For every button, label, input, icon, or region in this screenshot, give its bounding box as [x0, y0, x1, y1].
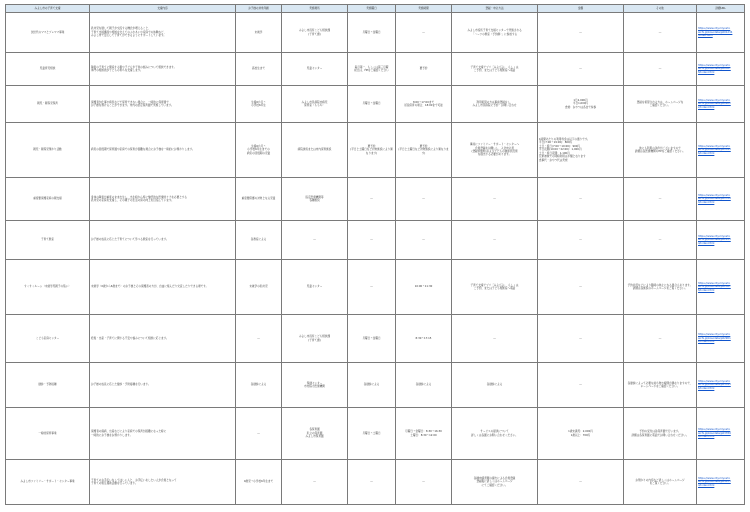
- time-cell: 10:00～11:30: [396, 260, 452, 315]
- fee-cell: ―: [538, 178, 624, 221]
- day-cell: 各健診による: [348, 363, 396, 408]
- cell-line: 身体の障害が重度のまま出生し、出生時から特に継続的な医療的ケアを必要とする: [91, 195, 187, 199]
- content-cell: [90, 53, 236, 86]
- header-content: 支援内容: [90, 5, 236, 13]
- cell-line: 1日2,000円: [573, 98, 588, 102]
- day-cell: [348, 123, 396, 178]
- cell-line: 8:00～17:00まで: [412, 100, 435, 104]
- fee-cell: ―: [538, 13, 624, 53]
- content-cell: [90, 221, 236, 260]
- cell-line: 詳細は各施設のホームページをご覧ください。: [632, 287, 688, 290]
- cell-line: 子育て支援アプリ「みよぴよ」、もしくは: [470, 283, 519, 287]
- cell-line: (平日と土曜日など対象施設により異なります): [398, 148, 449, 155]
- url-link[interactable]: [697, 221, 745, 260]
- table-row: [6, 178, 745, 221]
- cell-line[interactable]: 2/index.html: [698, 105, 715, 109]
- cell-line: 予約の受付は各保育園で行います。: [639, 430, 681, 434]
- other-cell: [624, 260, 697, 315]
- service-name-cell: みよし市ファミリー・サポート・センター事業: [6, 460, 90, 505]
- cell-line: 土曜日：8:30～12:00: [410, 433, 437, 437]
- header-fee: 金額: [538, 5, 624, 13]
- cell-line: (子育て課): [308, 338, 321, 342]
- cell-line: 詳細は各保育園に電話でお問い合わせください。: [631, 433, 689, 437]
- place-cell: [282, 408, 348, 460]
- table-row: [6, 260, 745, 315]
- cell-line[interactable]: 2/index.html: [698, 340, 715, 344]
- age-cell: [236, 178, 282, 221]
- cell-line[interactable]: 6/index.html: [698, 151, 715, 155]
- header-apply: 登録・申込方法: [452, 5, 538, 13]
- apply-cell: ―: [452, 221, 538, 260]
- cell-line: 平日(7:00～19:00)：800円: [539, 141, 573, 145]
- age-cell: [236, 123, 282, 178]
- day-cell: 月曜日～金曜日: [348, 315, 396, 363]
- url-link[interactable]: [697, 13, 745, 53]
- cell-line[interactable]: https://www.city.miyoshi.: [698, 234, 731, 238]
- cell-line: 保護者の傷病、出産などにより家庭での保育が困難になった時に: [91, 430, 167, 434]
- url-link[interactable]: [697, 460, 745, 505]
- cell-line: 妊娠・出産・子育てに関する不安や悩みについて相談に応じます。: [91, 336, 169, 340]
- fee-cell: ―: [538, 260, 624, 315]
- service-name-cell: すくすくルーム（未就学児親子の集い）: [6, 260, 90, 315]
- cell-line: 半日1,000円: [572, 102, 589, 106]
- url-link[interactable]: [697, 363, 745, 408]
- age-cell: 未就学の乳幼児: [236, 260, 282, 315]
- cell-line: 1時間あたりの利用料金は以下の通りです。: [539, 138, 590, 142]
- cell-line: 事前にファミリー・サポート・センターへ: [469, 143, 520, 147]
- apply-cell: [452, 460, 538, 505]
- header-place: 実施場所: [282, 5, 348, 13]
- apply-cell: [452, 86, 538, 123]
- cell-line: にてご確認ください。: [481, 483, 508, 487]
- cell-line[interactable]: https://www.city.miyoshi.: [698, 333, 731, 337]
- apply-cell: ―: [452, 315, 538, 363]
- cell-line: サービスの提供について: [480, 430, 509, 434]
- time-cell: 8:30～17:15: [396, 315, 452, 363]
- header-other: その他: [624, 5, 697, 13]
- support-table-container: [5, 4, 744, 505]
- cell-line[interactable]: aichi.jp/kosodate/p01345: [698, 148, 731, 152]
- cell-line[interactable]: https://www.city.miyoshi.: [698, 281, 731, 285]
- day-cell: 月曜日～金曜日: [348, 86, 396, 123]
- time-cell: 要予約: [396, 53, 452, 86]
- cell-line[interactable]: https://www.city.miyoshi.: [698, 428, 731, 432]
- cell-line: 生後6か月～: [251, 100, 266, 104]
- content-cell: [90, 315, 236, 363]
- fee-cell: [538, 86, 624, 123]
- age-cell: [236, 86, 282, 123]
- url-link[interactable]: [697, 123, 745, 178]
- cell-line[interactable]: https://www.city.miyoshi.: [698, 27, 731, 31]
- cell-line: 各健診によって必要な持ち物や時間が異なりますので、: [627, 381, 693, 385]
- content-cell: [90, 260, 236, 315]
- content-cell: [90, 13, 236, 53]
- other-cell: ―: [624, 178, 697, 221]
- cell-line: ご予約、または子ども相談室へ電話: [473, 69, 516, 72]
- cell-line[interactable]: https://www.city.miyoshi.: [698, 144, 731, 148]
- cell-line: 食事代・おやつ代は実費: [539, 158, 568, 162]
- service-name-cell: 親児・親等児保育: [6, 86, 90, 123]
- fee-cell: ―: [538, 363, 624, 408]
- fee-cell: ―: [538, 221, 624, 260]
- cell-line: 保護者が仕事や病気などで保育できない場合に、一時的に保育園で: [91, 100, 169, 104]
- cell-line: 月曜日～金曜日：8:30～16:30: [405, 430, 442, 434]
- cell-line: (登録料無料)および子どもの健康状況票: [471, 150, 518, 153]
- content-cell: [90, 460, 236, 505]
- day-cell: ―: [348, 221, 396, 260]
- time-cell: [396, 408, 452, 460]
- cell-line: 市内協力医療機関: [304, 385, 325, 388]
- cell-line: 土日・祝日夜間：1,100円: [539, 151, 570, 155]
- cell-line: 乳幼児の家庭を支援し、その親子の生活の質の向上を目指しています。: [91, 199, 174, 202]
- cell-line[interactable]: aichi.jp/kosodate/p00901: [698, 102, 731, 106]
- table-row: [6, 408, 745, 460]
- cell-line: 毎月第一、もしくは第三月曜: [354, 65, 389, 69]
- cell-line[interactable]: 0/index.html: [698, 435, 715, 439]
- cell-line: みよし市保育園: [305, 435, 324, 439]
- header-service: みよし市の子育て支援: [6, 5, 90, 13]
- service-name-cell: 児童育児相談: [6, 53, 90, 86]
- age-cell: ―: [236, 408, 282, 460]
- place-cell: [282, 86, 348, 123]
- age-cell: [236, 460, 282, 505]
- apply-cell: ―: [452, 178, 538, 221]
- cell-line: (平日と土曜日など対象施設により異なります): [350, 148, 393, 155]
- cell-line[interactable]: aichi.jp/kosodate/p02901: [698, 336, 731, 340]
- day-cell: 月曜日～金曜日: [348, 13, 396, 53]
- cell-line: 0歳児～小学校6年生まで: [243, 480, 274, 484]
- cell-line[interactable]: aichi.jp/kosodate/p03345: [698, 383, 731, 387]
- header-age: お子様の対象年齢: [236, 5, 282, 13]
- cell-line: 登録後に詳しくはホームページ: [476, 480, 513, 484]
- time-cell: 各健診による: [396, 363, 452, 408]
- table-row: [6, 53, 745, 86]
- cell-line: 児童センター: [306, 67, 323, 71]
- cell-line: ホームページをご確認ください。: [640, 385, 680, 388]
- table-row: [6, 363, 745, 408]
- support-table: [5, 4, 745, 505]
- cell-line: 子育てのお手伝いをしてほしい人と、お手伝いをしたい人が会員となって: [91, 478, 177, 482]
- age-cell: ―: [236, 315, 282, 363]
- url-link[interactable]: [697, 408, 745, 460]
- url-link[interactable]: [697, 315, 745, 363]
- cell-line: 各種申請書類の提出による会員登録: [473, 476, 516, 480]
- cell-line: 病気の回復期で保育園や家庭での保育が困難な場合にお子様を一時的にお預かりします。: [91, 148, 195, 152]
- other-cell: ―: [624, 221, 697, 260]
- cell-line: 子育て支援講座や相談を交えてのふれあいや家庭での体験など、: [91, 30, 167, 34]
- cell-line[interactable]: aichi.jp/kosodate/p001234: [698, 30, 733, 34]
- cell-line: 詳しくは各園にお問い合わせください。: [471, 433, 518, 437]
- table-row: [6, 123, 745, 178]
- cell-line: 要予約: [419, 144, 428, 148]
- cell-line[interactable]: aichi.jp/kosodate/p04123: [698, 480, 731, 484]
- fee-cell: ―: [538, 53, 624, 86]
- cell-line: 延長保育の場合、18:00まで可能: [404, 104, 443, 107]
- cell-line[interactable]: aichi.jp/kosodate/p03789: [698, 431, 731, 435]
- day-cell: ―: [348, 260, 396, 315]
- cell-line: をご覧ください。: [649, 482, 671, 485]
- cell-line: 小学校6年生までの: [247, 148, 270, 152]
- place-cell: [282, 178, 348, 221]
- cell-line[interactable]: https://www.city.miyoshi.: [698, 193, 731, 197]
- cell-line[interactable]: https://www.city.miyoshi.: [698, 98, 731, 102]
- cell-line[interactable]: https://www.city.miyoshi.: [698, 476, 731, 480]
- url-link[interactable]: [697, 260, 745, 315]
- day-cell: ―: [348, 460, 396, 505]
- cell-line: 保育室（ももち）: [304, 104, 325, 107]
- fee-cell: ―: [538, 315, 624, 363]
- cell-line: 小学校6年生: [251, 104, 266, 107]
- cell-line[interactable]: 6/index.html: [698, 386, 715, 390]
- cell-line[interactable]: 4/index.html: [698, 483, 715, 487]
- place-cell: [282, 315, 348, 363]
- other-cell: ―: [624, 13, 697, 53]
- cell-line: 私立の保育園: [306, 431, 323, 435]
- cell-line: 土日・祝日(7:00～19:00)：900円: [539, 144, 581, 148]
- cell-line: 病気の回復期の児童: [246, 151, 271, 155]
- place-cell: ―: [282, 460, 348, 505]
- fee-cell: ―: [538, 460, 624, 505]
- table-row: [6, 315, 745, 363]
- service-name-cell: 一時的保育事業: [6, 408, 90, 460]
- cell-line: 要予約: [367, 144, 376, 148]
- cell-line[interactable]: aichi.jp/kosodate/p02123: [698, 238, 731, 242]
- other-cell: [624, 86, 697, 123]
- content-cell: [90, 86, 236, 123]
- other-cell: [624, 363, 697, 408]
- cell-line: 子育て支援アプリ「みよぴよ」、もしくは: [470, 65, 519, 69]
- cell-line: お子様を預けることができます。市内の認定保育園で実施しています。: [91, 104, 174, 107]
- other-cell: ―: [624, 315, 697, 363]
- fee-cell: [538, 408, 624, 460]
- apply-cell: [452, 260, 538, 315]
- content-cell: [90, 178, 236, 221]
- cell-line: 予約状況などにより臨時の休止になる場合もあります。: [627, 283, 693, 287]
- other-cell: [624, 460, 697, 505]
- cell-line: 各保育園: [309, 428, 320, 432]
- cell-line: 「ハーツの教室（予約制）」に参加する: [471, 32, 518, 36]
- age-cell: 各教室による: [236, 221, 282, 260]
- age-cell: 未就学: [236, 13, 282, 53]
- place-cell: [282, 13, 348, 53]
- place-cell: [282, 53, 348, 86]
- cell-line: 一時的にお子様をお預かりします。: [91, 433, 133, 437]
- header-url: 詳細URL: [697, 5, 745, 13]
- time-cell: ―: [396, 178, 452, 221]
- apply-cell: 各健診による: [452, 363, 538, 408]
- apply-cell: [452, 408, 538, 460]
- service-name-cell: 子育て教室: [6, 221, 90, 260]
- cell-line: 祝日は、HPをご確認ください: [354, 69, 389, 72]
- cell-line: みよし市民病院に予約・お問い合わせ: [472, 104, 517, 107]
- cell-line: みよし市役所こども相談課: [298, 29, 331, 33]
- age-cell: 各健診による: [236, 363, 282, 408]
- time-cell: [396, 123, 452, 178]
- table-row: [6, 221, 745, 260]
- cell-line[interactable]: 0/index.html: [698, 200, 715, 204]
- cell-line[interactable]: https://www.city.miyoshi.: [698, 379, 731, 383]
- cell-line: 平日夜間(19:00～22:00)：1,000円: [539, 148, 582, 152]
- place-cell: [282, 260, 348, 315]
- cell-line: 他にも利用の条件がございますので: [639, 146, 681, 150]
- table-row: [6, 13, 745, 53]
- content-cell: [90, 363, 236, 408]
- cell-line: 専門の相談員が子どもの育ちを支援します。: [91, 69, 143, 72]
- cell-line: 会員登録をお願いし、入会申込書: [475, 146, 514, 150]
- time-cell: ―: [396, 13, 452, 53]
- cell-line: 病院併設または市内保育施設: [297, 148, 332, 152]
- day-cell: ―: [348, 178, 396, 221]
- table-body: [6, 13, 745, 505]
- header-row: [6, 5, 745, 13]
- cell-line: 食費：おやつは各自で持参: [564, 105, 597, 109]
- place-cell: [282, 123, 348, 178]
- cell-line: お子様の成長に応じた健診・予防接種を行います。: [91, 383, 151, 387]
- cell-line: (子育て課): [308, 32, 321, 36]
- cell-line[interactable]: 4/index.html: [698, 241, 715, 245]
- cell-line: 子育ての相互援助活動を行っています。: [91, 482, 138, 485]
- cell-line[interactable]: aichi.jp/kosodate/p02567: [698, 285, 731, 289]
- header-time: 実施時間: [396, 5, 452, 13]
- cell-line: ご予約、または子ども相談室へ電話: [473, 287, 516, 290]
- service-name-cell: こども家庭センター: [6, 315, 90, 363]
- time-cell: ―: [396, 460, 452, 505]
- cell-line[interactable]: 8/index.html: [698, 70, 715, 74]
- url-link[interactable]: [697, 178, 745, 221]
- other-cell: [624, 408, 697, 460]
- cell-line: 登録を希望される方は、ホームページを: [636, 100, 684, 104]
- service-name-cell: 親児・親等児預かり活動: [6, 123, 90, 178]
- cell-line: みよし市民病院内病児: [301, 100, 328, 104]
- apply-cell: [452, 123, 538, 178]
- cell-line: 利用希望の方は事前登録をし、: [476, 100, 513, 104]
- cell-line: みよし市役所子育て支援センターで実施される: [467, 29, 522, 33]
- service-name-cell: 健診・予防接種: [6, 363, 90, 408]
- cell-line[interactable]: 8/index.html: [698, 288, 715, 292]
- cell-line: 兄弟姉妹での同時利用は半額となります: [539, 155, 586, 159]
- cell-line: 児童センター: [306, 285, 323, 289]
- place-cell: [282, 363, 348, 408]
- cell-line: 未就学（0歳から6歳まで）のお子様とその保護者の方が、自由に遊んだり交流したりできる場です。: [91, 285, 209, 289]
- cell-line: 各種施設: [309, 199, 320, 202]
- age-cell: 高校生まで: [236, 53, 282, 86]
- fee-cell: [538, 123, 624, 178]
- place-cell: ―: [282, 221, 348, 260]
- apply-cell: [452, 53, 538, 86]
- apply-cell: [452, 13, 538, 53]
- cell-line: 詳細は各医療機関のHPをご確認ください。: [634, 150, 686, 153]
- cell-line: みよし市役所こども相談課: [298, 335, 331, 339]
- other-cell: ―: [624, 53, 697, 86]
- cell-line: 乳幼児を通して親子が交流する機会が増えること、: [91, 27, 151, 31]
- service-name-cell: 重度要保護家庭の親支援: [6, 178, 90, 221]
- cell-line: 保健センター: [306, 381, 323, 385]
- time-cell: ―: [396, 221, 452, 260]
- cell-line: みよし市で安心して子育てができるようにサポートしています。: [91, 34, 167, 38]
- other-cell: [624, 123, 697, 178]
- cell-line: 重度要保護の対象となる児童: [241, 197, 276, 201]
- time-cell: [396, 86, 452, 123]
- header-day: 実施曜日: [348, 5, 396, 13]
- url-link[interactable]: [697, 86, 745, 123]
- cell-line[interactable]: /index.html: [698, 34, 713, 38]
- cell-line: お子様の成長に応じた子育てについて学べる教室を行っています。: [91, 238, 169, 242]
- cell-line: 指定医療機関等: [305, 195, 324, 199]
- content-cell: [90, 123, 236, 178]
- cell-line: 生後6か月～: [251, 144, 266, 148]
- content-cell: [90, 408, 236, 460]
- cell-line: を提出する必要があります。: [477, 153, 512, 157]
- cell-line[interactable]: aichi.jp/kosodate/p01789: [698, 197, 731, 201]
- url-link[interactable]: [697, 53, 745, 86]
- cell-line: ご確認ください。: [649, 104, 671, 107]
- table-row: [6, 86, 745, 123]
- table-row: [6, 460, 745, 505]
- cell-line: お預かりの内容など詳しくはホームページ: [635, 478, 685, 482]
- day-cell: 月曜日～土曜日: [348, 408, 396, 460]
- cell-line[interactable]: aichi.jp/kosodate/p00567: [698, 67, 731, 71]
- day-cell: [348, 53, 396, 86]
- cell-line[interactable]: https://www.city.miyoshi.: [698, 63, 731, 67]
- cell-line: 障害の子育てに関係する親や子どもが子供の悩みについて相談できます。: [91, 65, 177, 69]
- cell-line: 1歳未満児：2,000円: [568, 430, 593, 434]
- service-name-cell: 次世代のママとプレママ事業: [6, 13, 90, 53]
- cell-line: 1歳以上：700円: [570, 433, 591, 437]
